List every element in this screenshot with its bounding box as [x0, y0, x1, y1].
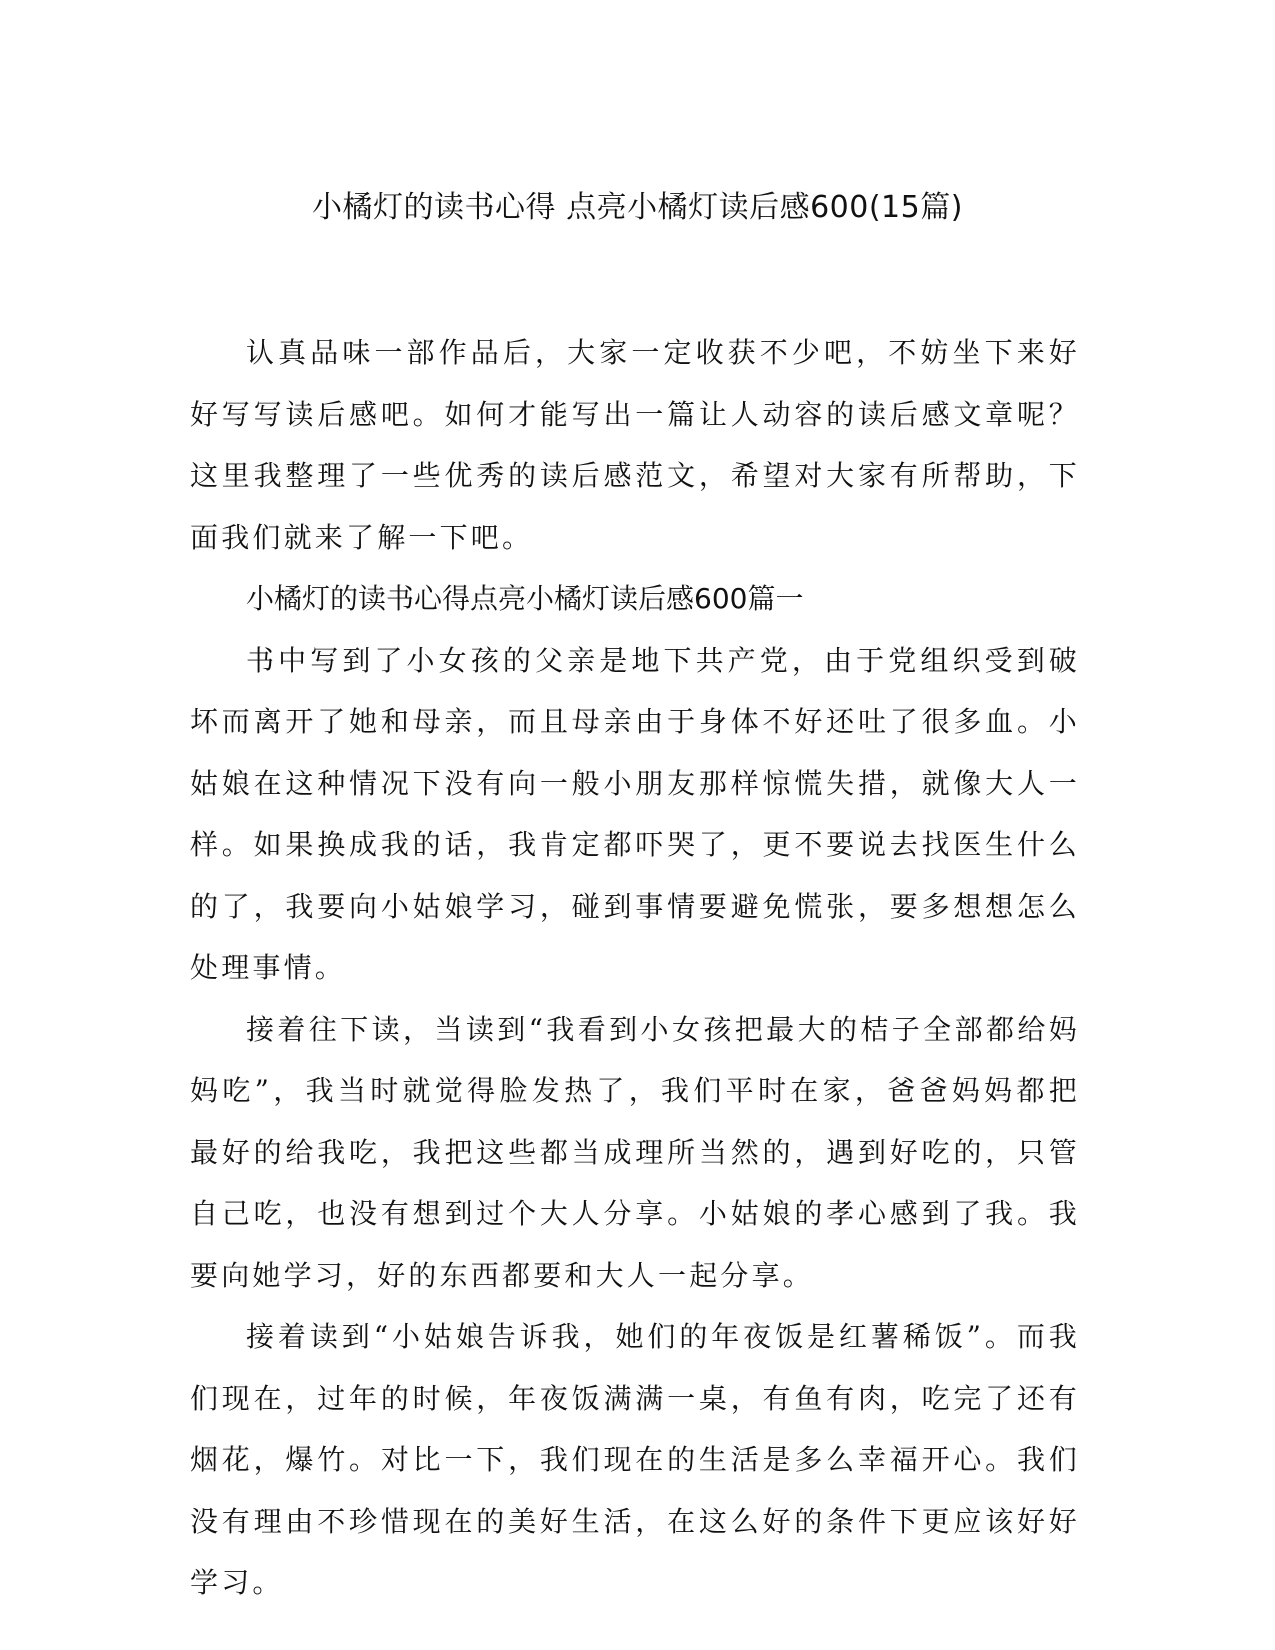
document-title: 小橘灯的读书心得 点亮小橘灯读后感600(15篇): [312, 190, 963, 225]
intro-paragraph: 认真品味一部作品后，大家一定收获不少吧，不妨坐下来好好写写读后感吧。如何才能写出一篇让人动容的读后感文章呢？这里我整理了一些优秀的读后感范文，希望对大家有所帮助，下面我们就来了解一下吧。: [190, 336, 1080, 554]
body-paragraph: 书中写到了小女孩的父亲是地下共产党，由于党组织受到破坏而离开了她和母亲，而且母亲由于身体不好还吐了很多血。小姑娘在这种情况下没有向一般小朋友那样惊慌失措，就像大人一样。如果换成我的话，我肯定都吓哭了，更不要说去找医生什么的了，我要向小姑娘学习，碰到事情要避免慌张，要多想想怎么处理事情。: [190, 643, 1080, 984]
section-heading: 小橘灯的读书心得点亮小橘灯读后感600篇一: [246, 582, 804, 615]
body-paragraph: 接着往下读，当读到“我看到小女孩把最大的桔子全部都给妈妈吃”，我当时就觉得脸发热了，我们平时在家，爸爸妈妈都把最好的给我吃，我把这些都当成理所当然的，遇到好吃的，只管自己吃，也没有想到过个大人分享。小姑娘的孝心感到了我。我要向她学习，好的东西都要和大人一起分享。: [190, 1012, 1080, 1292]
document-body: [190, 322, 1080, 1614]
body-paragraph: 接着读到“小姑娘告诉我，她们的年夜饭是红薯稀饭”。而我们现在，过年的时候，年夜饭满满一桌，有鱼有肉，吃完了还有烟花，爆竹。对比一下，我们现在的生活是多么幸福开心。我们没有理由不珍惜现在的美好生活，在这么好的条件下更应该好好学习。: [190, 1320, 1080, 1599]
